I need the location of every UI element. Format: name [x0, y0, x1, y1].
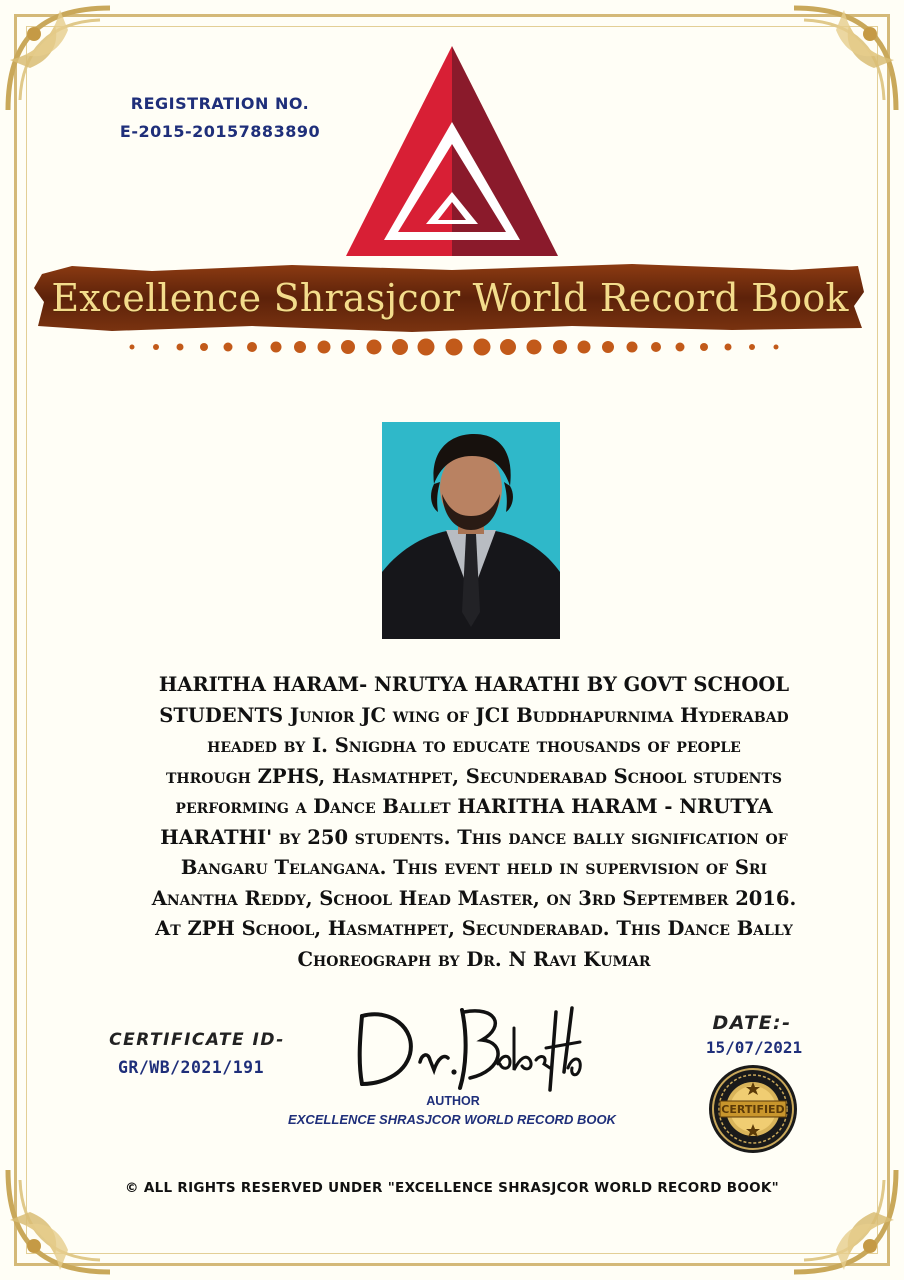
corner-ornament-icon: [0, 1160, 120, 1280]
description-line: Bangaru Telangana. This event held in supervision of Sri: [180, 856, 768, 879]
author-signature: [350, 998, 586, 1094]
awardee-photo: [382, 422, 560, 639]
description-line: At ZPH School, Hasmathpet, Secunderabad. This Dance Bally: [155, 917, 793, 940]
description-line: Anantha Reddy, School Head Master, on 3rd September 2016.: [151, 886, 797, 910]
copyright-footer: © ALL RIGHTS RESERVED UNDER "EXCELLENCE SHRASJCOR WORLD RECORD BOOK": [125, 1180, 779, 1196]
registration-number: E-2015-20157883890: [119, 122, 321, 141]
triangle-logo-icon: [346, 44, 558, 258]
description-line: STUDENTS Junior JC wing of JCI Buddhapurnima Hyderabad: [159, 703, 789, 727]
date-label: DATE:-: [712, 1012, 792, 1034]
certificate-id-label: CERTIFICATE ID-: [109, 1030, 285, 1050]
description-line: through ZPHS, Hasmathpet, Secunderabad School students: [166, 764, 782, 788]
date-value: 15/07/2021: [705, 1038, 803, 1057]
seal-text: CERTIFIED: [721, 1103, 785, 1116]
certified-seal-icon: [706, 1062, 800, 1156]
description-line: performing a Dance Ballet HARITHA HARAM - NRUTYA: [175, 795, 773, 818]
author-role: AUTHOR: [426, 1094, 480, 1108]
registration-block: [100, 90, 340, 146]
description-line: HARATHI' by 250 students. This dance bally signification of: [160, 825, 788, 849]
description-line: HARITHA HARAM- NRUTYA HARATHI BY GOVT SCHOOL: [158, 673, 790, 696]
description-line: Choreograph by Dr. N Ravi Kumar: [297, 947, 651, 971]
description-line: headed by I. Snigdha to educate thousands of people: [207, 734, 741, 757]
author-organization: EXCELLENCE SHRASJCOR WORLD RECORD BOOK: [288, 1112, 616, 1127]
corner-ornament-icon: [784, 0, 904, 120]
corner-ornament-icon: [784, 1160, 904, 1280]
certificate-title: Excellence Shrasjcor World Record Book: [51, 276, 849, 320]
record-description: [94, 670, 854, 975]
decorative-dots: [124, 338, 784, 356]
registration-label: REGISTRATION NO.: [130, 94, 310, 113]
certificate-id-value: GR/WB/2021/191: [117, 1058, 265, 1077]
